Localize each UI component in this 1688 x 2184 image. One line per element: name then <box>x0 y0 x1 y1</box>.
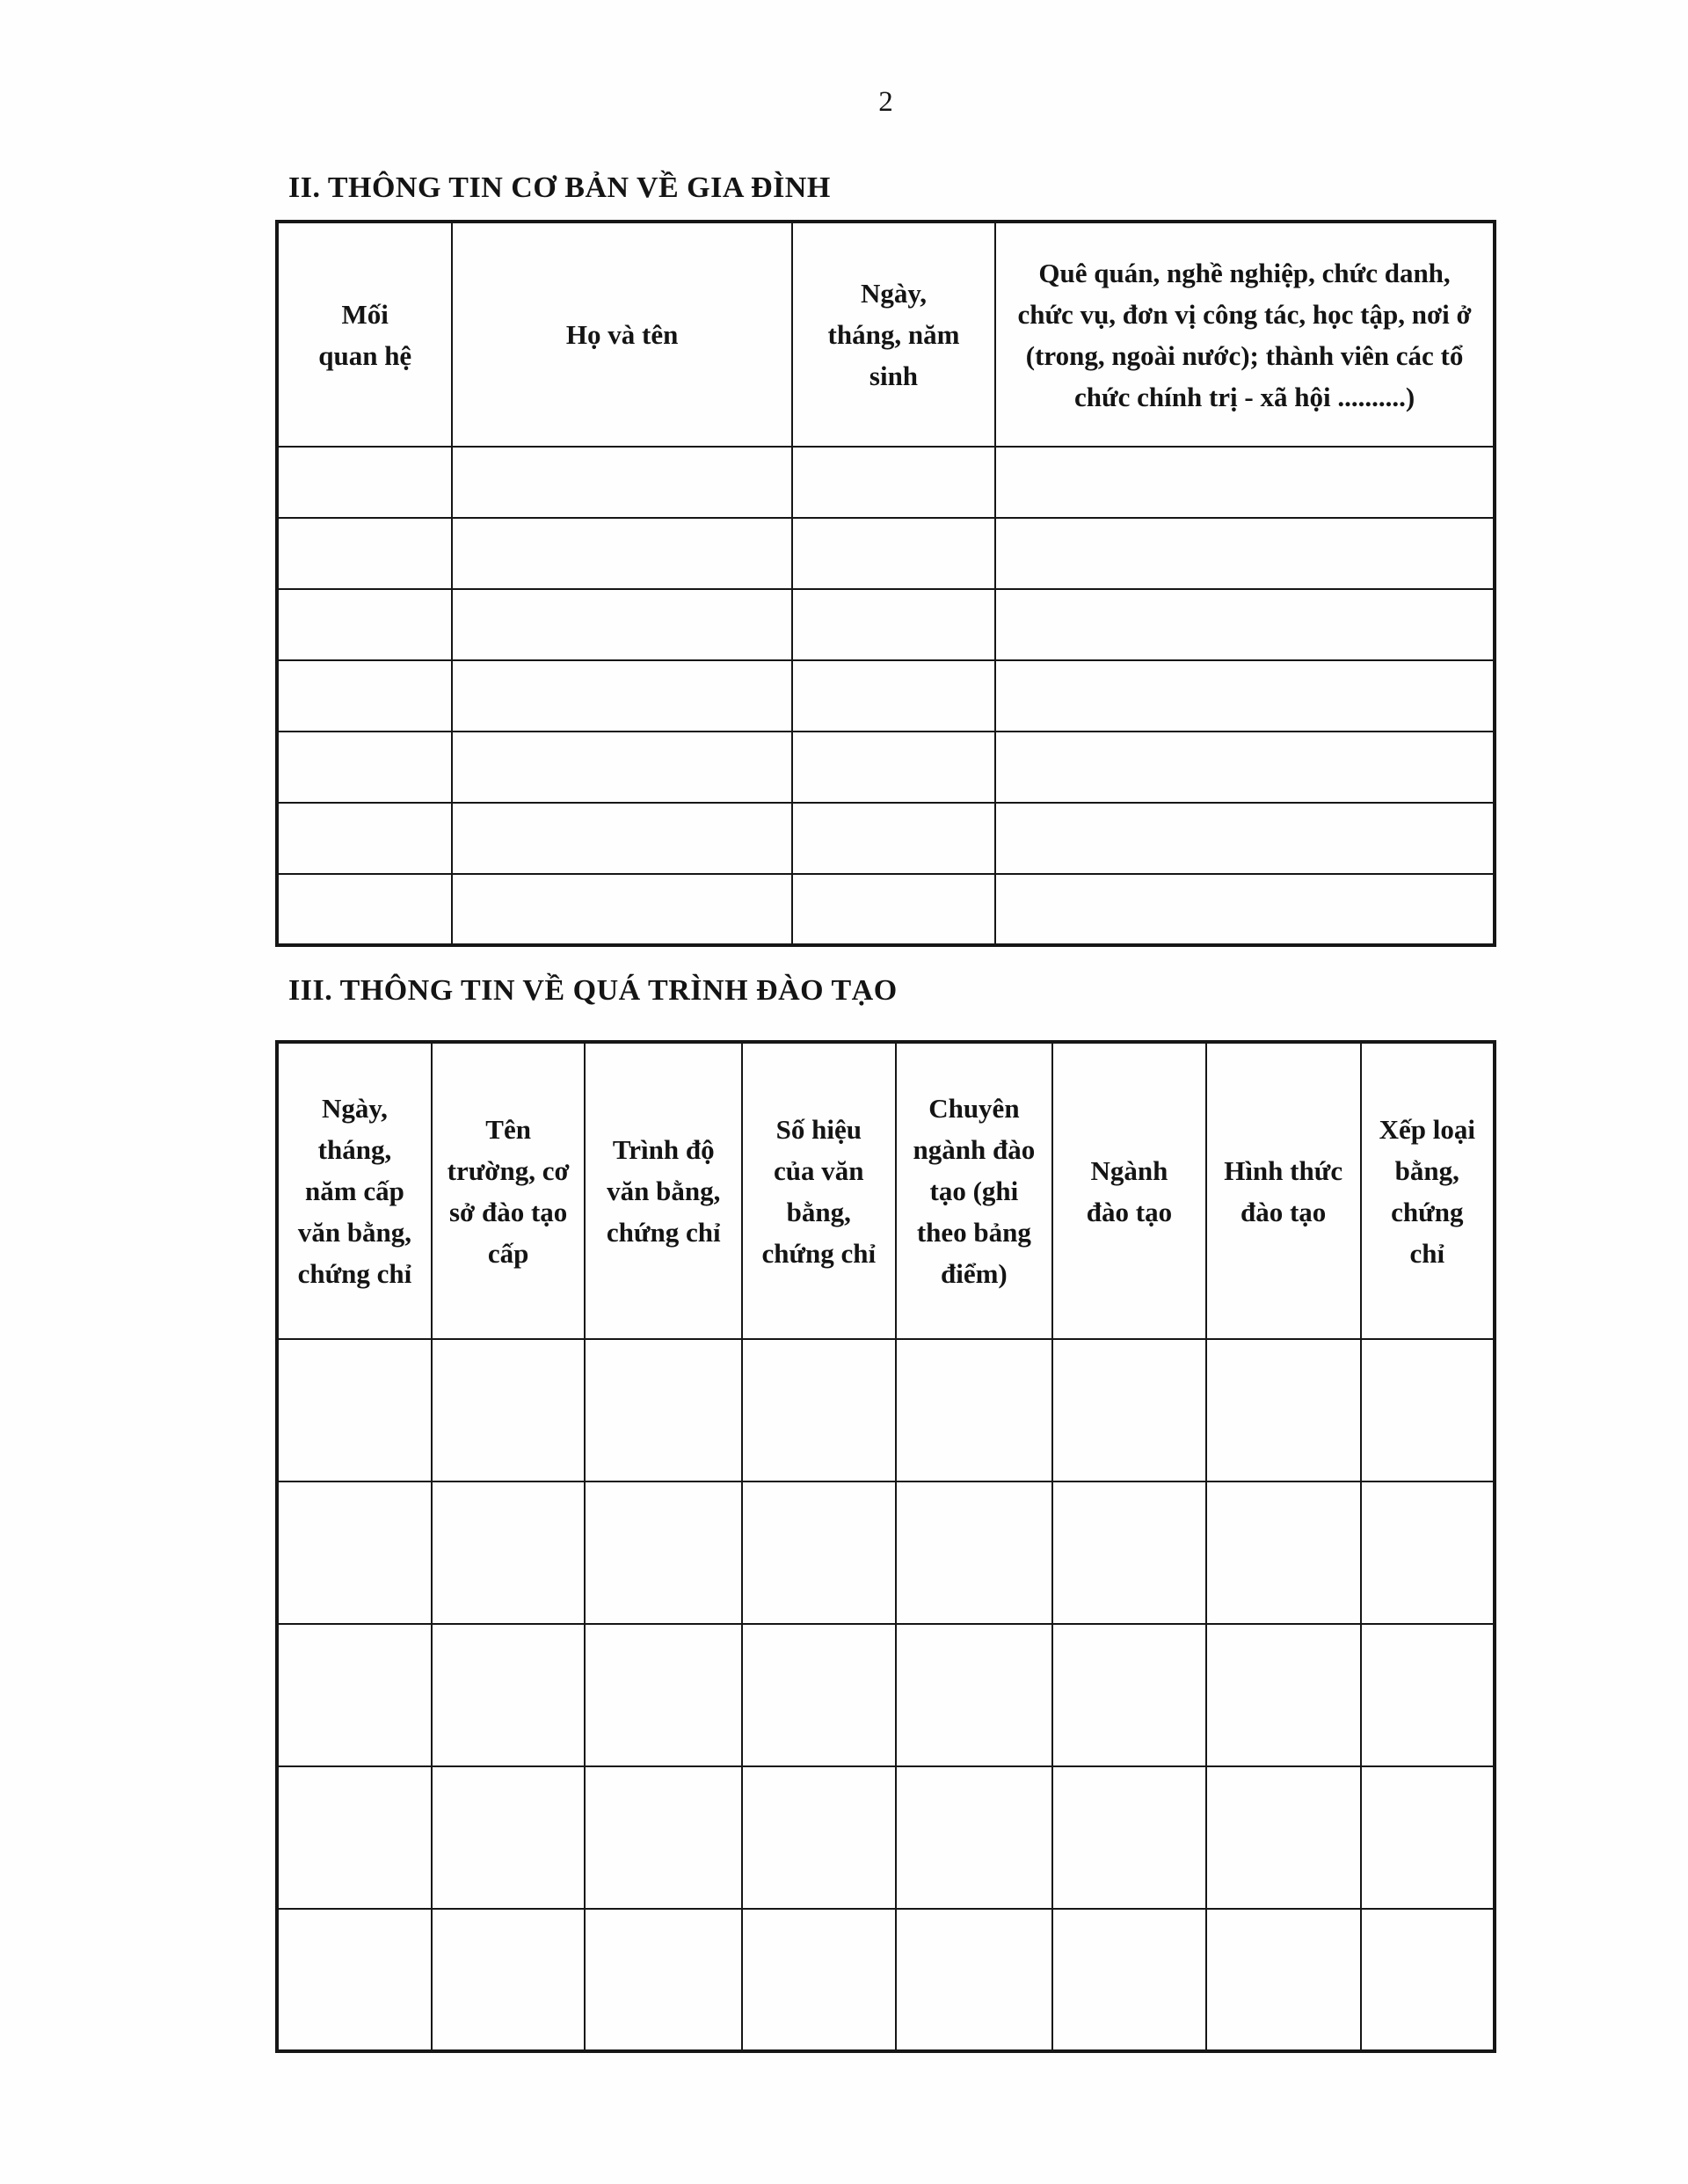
table-cell <box>1206 1624 1361 1766</box>
table-cell <box>995 447 1495 518</box>
table-cell <box>277 447 452 518</box>
table-cell <box>277 732 452 803</box>
table-cell <box>742 1624 896 1766</box>
table-cell <box>585 1624 742 1766</box>
table-cell <box>995 803 1495 874</box>
table-row <box>277 1766 1495 1909</box>
training-col-specialty: Chuyên ngành đào tạo (ghi theo bảng điểm) <box>896 1042 1053 1339</box>
table-cell <box>277 874 452 945</box>
table-cell <box>452 803 791 874</box>
table-cell <box>277 518 452 589</box>
training-history-table <box>275 1040 1496 2053</box>
table-cell <box>792 518 995 589</box>
table-cell <box>452 447 791 518</box>
table-cell <box>452 660 791 732</box>
table-row <box>277 1624 1495 1766</box>
table-cell <box>277 1766 432 1909</box>
table-cell <box>1361 1766 1495 1909</box>
table-cell <box>277 1624 432 1766</box>
training-table-body <box>277 1339 1495 2051</box>
table-cell <box>432 1766 586 1909</box>
table-cell <box>1361 1909 1495 2051</box>
table-row <box>277 1481 1495 1624</box>
table-cell <box>452 874 791 945</box>
table-cell <box>585 1339 742 1481</box>
family-col-details: Quê quán, nghề nghiệp, chức danh, chức vụ, đơn vị công tác, học tập, nơi ở (trong, ngoài nước); thành viên các tổ chức chính trị - xã hội ..........) <box>995 222 1495 447</box>
table-row <box>277 732 1495 803</box>
table-cell <box>896 1766 1053 1909</box>
training-col-issue-date: Ngày, tháng, năm cấp văn bằng, chứng chỉ <box>277 1042 432 1339</box>
table-cell <box>277 1909 432 2051</box>
table-cell <box>277 660 452 732</box>
table-cell <box>1052 1766 1206 1909</box>
family-col-birth-date: Ngày, tháng, năm sinh <box>792 222 995 447</box>
table-cell <box>452 732 791 803</box>
table-cell <box>277 589 452 660</box>
table-cell <box>277 803 452 874</box>
table-cell <box>277 1339 432 1481</box>
family-table-header <box>277 222 1495 447</box>
table-cell <box>585 1909 742 2051</box>
table-cell <box>792 874 995 945</box>
page-number: 2 <box>878 86 893 118</box>
training-table-header <box>277 1042 1495 1339</box>
table-cell <box>1361 1339 1495 1481</box>
table-row <box>277 660 1495 732</box>
table-cell <box>277 1481 432 1624</box>
table-cell <box>995 518 1495 589</box>
training-col-degree-level: Trình độ văn bằng, chứng chỉ <box>585 1042 742 1339</box>
table-cell <box>1052 1624 1206 1766</box>
table-cell <box>896 1909 1053 2051</box>
table-cell <box>792 660 995 732</box>
training-col-field: Ngành đào tạo <box>1052 1042 1206 1339</box>
section-ii-title: II. THÔNG TIN CƠ BẢN VỀ GIA ĐÌNH <box>288 171 831 204</box>
training-col-degree-number: Số hiệu của văn bằng, chứng chỉ <box>742 1042 896 1339</box>
table-cell <box>452 518 791 589</box>
table-row <box>277 589 1495 660</box>
table-cell <box>896 1339 1053 1481</box>
table-cell <box>1206 1481 1361 1624</box>
table-cell <box>1052 1339 1206 1481</box>
table-cell <box>896 1481 1053 1624</box>
table-cell <box>1052 1909 1206 2051</box>
training-col-classification: Xếp loại bằng, chứng chỉ <box>1361 1042 1495 1339</box>
table-cell <box>1206 1909 1361 2051</box>
table-cell <box>896 1624 1053 1766</box>
table-cell <box>1052 1481 1206 1624</box>
table-row <box>277 1339 1495 1481</box>
training-header-row <box>277 1042 1495 1339</box>
table-cell <box>1206 1766 1361 1909</box>
table-row <box>277 874 1495 945</box>
table-cell <box>1361 1481 1495 1624</box>
table-cell <box>792 803 995 874</box>
table-cell <box>1206 1339 1361 1481</box>
table-cell <box>742 1481 896 1624</box>
table-cell <box>585 1481 742 1624</box>
table-row <box>277 1909 1495 2051</box>
training-col-school: Tên trường, cơ sở đào tạo cấp <box>432 1042 586 1339</box>
document-page <box>275 0 1496 2053</box>
training-col-mode: Hình thức đào tạo <box>1206 1042 1361 1339</box>
section-iii-title: III. THÔNG TIN VỀ QUÁ TRÌNH ĐÀO TẠO <box>288 974 898 1007</box>
table-cell <box>432 1481 586 1624</box>
table-cell <box>792 589 995 660</box>
table-cell <box>995 874 1495 945</box>
table-cell <box>432 1909 586 2051</box>
table-cell <box>742 1766 896 1909</box>
family-col-full-name: Họ và tên <box>452 222 791 447</box>
family-header-row <box>277 222 1495 447</box>
family-table-body <box>277 447 1495 945</box>
table-cell <box>1361 1624 1495 1766</box>
table-cell <box>742 1909 896 2051</box>
table-cell <box>792 732 995 803</box>
table-row <box>277 447 1495 518</box>
table-cell <box>995 589 1495 660</box>
table-cell <box>742 1339 896 1481</box>
table-cell <box>792 447 995 518</box>
family-col-relationship: Mối quan hệ <box>277 222 452 447</box>
table-cell <box>995 732 1495 803</box>
table-row <box>277 518 1495 589</box>
family-info-table <box>275 220 1496 947</box>
table-cell <box>432 1624 586 1766</box>
table-cell <box>452 589 791 660</box>
table-row <box>277 803 1495 874</box>
table-cell <box>585 1766 742 1909</box>
table-cell <box>995 660 1495 732</box>
table-cell <box>432 1339 586 1481</box>
